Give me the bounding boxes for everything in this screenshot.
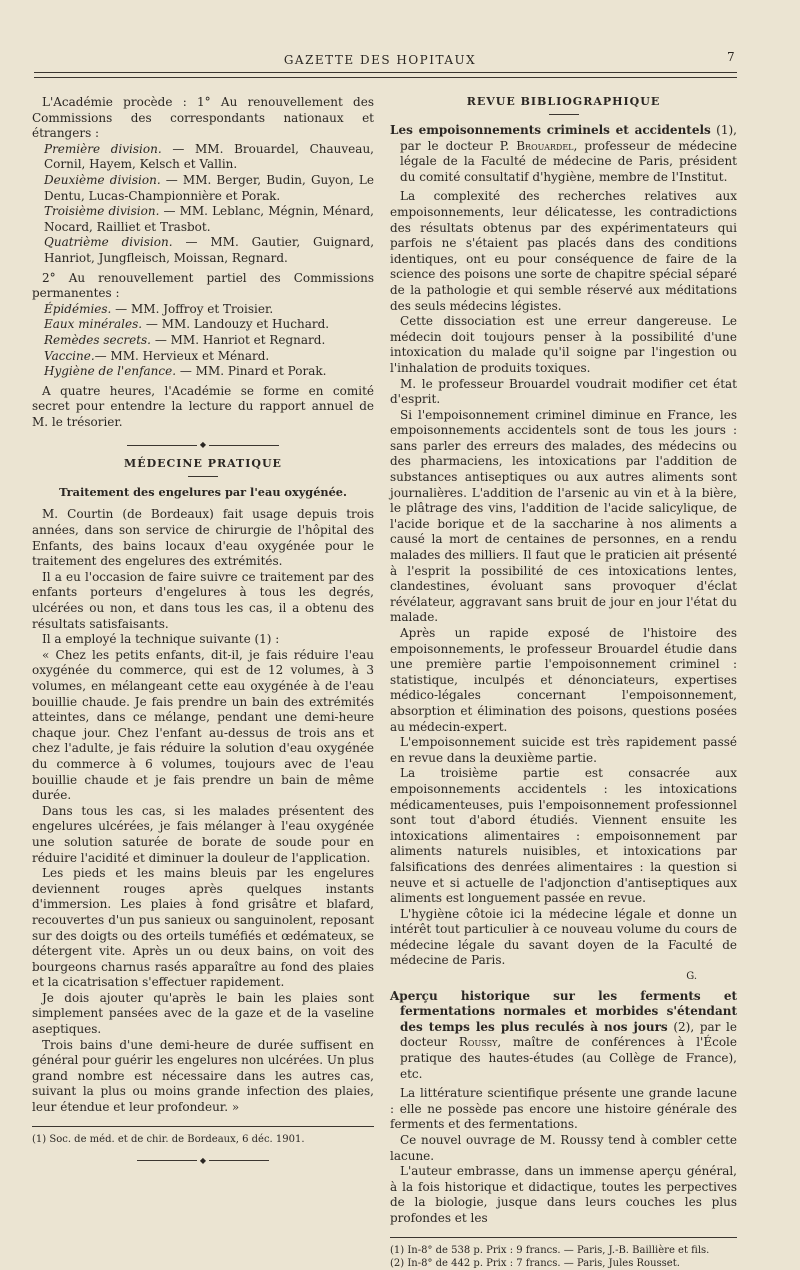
commission-members: — MM. Hervieux et Ménard. <box>94 348 270 363</box>
article-paragraph: Il a employé la technique suivante (1) : <box>42 632 280 647</box>
book-author-details: , maître de conférences à l'École pratique des hautes-études (au Collège de France), etc. <box>400 1035 737 1081</box>
division-label: Deuxième division. <box>44 172 161 187</box>
article-paragraph: Il a eu l'occasion de faire suivre ce traitement par des enfants porteurs d'engelures à tous les degrés, ulcérées ou non, et dans tous les cas, il a obtenu des résultats satisfaisants. <box>32 569 374 631</box>
review-paragraph: Après un rapide exposé de l'histoire des empoisonnements, le professeur Brouardel étudie dans une première partie l'empoisonnement criminel : statistique, inculpés et dénonciateurs, expertises médico-légales concernant l'empoisonnement, absorption et élimination des poisons, questions posées au médecin-expert. <box>390 626 737 734</box>
academy-paragraph: L'Académie procède : 1° Au renouvellement des Commissions des correspondants nationaux et étrangers : <box>32 95 374 141</box>
commission-label: Vaccine. <box>44 348 95 363</box>
review-heading-ferments <box>390 989 737 1083</box>
division-members: — MM. Brouardel, Chauveau, Cornil, Hayem, Kelsch et Vallin. <box>44 141 374 172</box>
permanent-commissions-paragraph: 2° Au renouvellement partiel des Commissions permanentes : <box>32 270 374 301</box>
right-column <box>390 95 737 1270</box>
commission-members: — MM. Pinard et Porak. <box>176 364 327 379</box>
review-paragraph: La littérature scientifique présente une grande lacune : elle ne possède pas encore une histoire générale des ferments et des fermentations. <box>390 1086 737 1132</box>
commission-epidemies <box>32 302 374 318</box>
book-ref: (1), par le docteur P. <box>400 123 737 153</box>
book-title: Aperçu historique sur les ferments et fermentations normales et morbides s'étendant des temps les plus reculés à nos jours <box>390 988 737 1034</box>
review-paragraph: La complexité des recherches relatives aux empoisonnements, leur délicatesse, les contradictions des résultats obtenus par des expérimentateurs qui parfois ne s'étaient pas placés dans des conditions identiques, ont eu pour conséquence de faire de la science des poisons une sorte de chapitre spécial séparé de la pathologie et qui semble réservé aux méditations des seuls médecins légistes. <box>390 189 737 313</box>
section-rule <box>188 476 218 477</box>
commission-members: — MM. Landouzy et Huchard. <box>142 317 330 332</box>
commission-members: — MM. Hanriot et Regnard. <box>151 332 326 347</box>
division-members: — MM. Berger, Budin, Guyon, Le Dentu, Lucas-Championnière et Porak. <box>44 172 374 203</box>
division-label: Troisième division. <box>44 204 160 219</box>
commission-label: Eaux minérales. <box>44 317 143 332</box>
review-paragraph: M. le professeur Brouardel voudrait modifier cet état d'esprit. <box>390 376 737 407</box>
commission-label: Épidémies. <box>44 301 112 316</box>
book-ref: (2), par le docteur <box>400 1019 737 1050</box>
division-members: — MM. Leblanc, Mégnin, Ménard, Nocard, Railliet et Trasbot. <box>44 204 374 234</box>
footnote-rule <box>390 1237 737 1238</box>
review-paragraph: Ce nouvel ouvrage de M. Roussy tend à combler cette lacune. <box>390 1133 737 1163</box>
commission-division-3 <box>32 204 374 235</box>
article-paragraph: Dans tous les cas, si les malades présentent des engelures ulcérées, je fais mélanger à l'eau oxygénée une solution saturée de borate de soude pour en réduire l'acidité et diminuer la douleur de l'application. <box>32 803 374 865</box>
section-title-revue-bibliographique: REVUE BIBLIOGRAPHIQUE <box>466 95 661 108</box>
division-label: Première division. <box>44 141 162 156</box>
commission-hygiene-enfance <box>32 364 374 380</box>
footnote: (1) In-8° de 538 p. Prix : 9 francs. — Paris, J.-B. Baillière et fils. <box>390 1244 710 1256</box>
running-title: GAZETTE DES HOPITAUX <box>283 53 477 67</box>
article-title-engelures: Traitement des engelures par l'eau oxygénée. <box>59 485 347 500</box>
bottom-ornament: ◆ <box>32 1156 374 1165</box>
commission-division-4 <box>32 235 374 266</box>
book-title: Les empoisonnements criminels et accidentels <box>390 123 711 137</box>
division-members: — MM. Gautier, Guignard, Hanriot, Jungfleisch, Moissan, Regnard. <box>44 235 375 265</box>
review-paragraph: La troisième partie est consacrée aux empoisonnements accidentels : les intoxications médicamenteuses, puis l'empoisonnement professionnel sont tout d'abord étudiés. Viennent ensuite les intoxications alimentaires : empoisonnement par aliments naturels nuisibles, et intoxications par falsifications des denrées alimentaires : la question si neuve et si actuelle de l'adjonction d'antiseptiques aux aliments est longuement passée en revue. <box>390 766 737 906</box>
review-paragraph: L'empoisonnement suicide est très rapidement passé en revue dans la deuxième partie. <box>390 735 737 765</box>
book-author: Roussy <box>458 1035 498 1050</box>
header-rule <box>34 72 737 73</box>
article-paragraph: Trois bains d'une demi-heure de durée suffisent en général pour guérir les engelures non ulcérées. Un plus grand nombre est nécessaire dans les autres cas, suivant la plus ou moins grande infection des plaies, leur étendue et leur profondeur. » <box>32 1037 374 1115</box>
commission-eaux-minerales <box>32 317 374 333</box>
page-number: 7 <box>727 50 735 64</box>
article-paragraph: « Chez les petits enfants, dit-il, je fais réduire l'eau oxygénée du commerce, qui est de 12 volumes, à 3 volumes, en mélangeant cette eau oxygénée à de l'eau bouillie chaude. Je fais prendre un bain des extrémités atteintes, dans ce mélange, pendant une demi-heure chaque jour. Chez l'enfant au-dessus de trois ans et chez l'adulte, je fais réduire la solution d'eau oxygénée du commerce à 6 volumes, toujours avec de l'eau bouillie chaude et je fais prendre un bain de même durée. <box>32 647 374 803</box>
footnote-rule <box>32 1126 374 1127</box>
review-signature: G. <box>686 971 697 983</box>
footnote: (1) Soc. de méd. et de chir. de Bordeaux, 6 déc. 1901. <box>32 1133 305 1145</box>
commission-remedes-secrets <box>32 333 374 349</box>
division-label: Quatrième division. <box>44 235 173 250</box>
section-divider-ornament: ◆ <box>32 440 374 449</box>
section-title-medecine-pratique: MÉDECINE PRATIQUE <box>124 457 282 471</box>
section-rule <box>549 114 579 115</box>
commission-label: Remèdes secrets. <box>44 332 151 347</box>
review-paragraph: L'hygiène côtoie ici la médecine légale et donne un intérêt tout particulier à ce nouveau volume du cours de médecine légale du savant doyen de la Faculté de médecine de Paris. <box>390 906 737 968</box>
left-column <box>32 95 374 1165</box>
header-rule-thick <box>34 77 737 78</box>
commission-vaccine <box>32 349 374 365</box>
commission-division-1 <box>32 142 374 173</box>
commission-label: Hygiène de l'enfance. <box>44 364 177 379</box>
article-paragraph: M. Courtin (de Bordeaux) fait usage depuis trois années, dans son service de chirurgie de l'hôpital des Enfants, des bains locaux d'eau oxygénée pour le traitement des engelures des extrémités. <box>32 507 374 569</box>
secret-committee-paragraph: A quatre heures, l'Académie se forme en comité secret pour entendre la lecture du rapport annuel de M. le trésorier. <box>32 383 374 429</box>
commission-division-2 <box>32 173 374 204</box>
book-author-details: , professeur de médecine légale de la Faculté de médecine de Paris, président du comité consultatif d'hygiène, membre de l'Institut. <box>400 138 737 184</box>
footnote: (2) In-8° de 442 p. Prix : 7 francs. — Paris, Jules Rousset. <box>390 1257 680 1269</box>
article-paragraph: Les pieds et les mains bleuis par les engelures deviennent rouges après quelques instants d'immersion. Les plaies à fond grisâtre et blafard, recouvertes d'un pus sanieux ou sanguinolent, reposant sur des doigts ou des orteils tuméfiés et œdémateux, se détergent vite. Après un ou deux bains, on voit des bourgeons charnus rasés apparaître au fond des plaies et la cicatrisation s'effectuer rapidement. <box>32 866 374 990</box>
review-heading-empoisonnements <box>390 123 737 185</box>
article-paragraph: Je dois ajouter qu'après le bain les plaies sont simplement pansées avec de la gaze et de la vaseline aseptiques. <box>32 990 374 1037</box>
book-author: Brouardel <box>516 138 574 153</box>
review-paragraph: Si l'empoisonnement criminel diminue en France, les empoisonnements accidentels sont de tous les jours : sans parler des erreurs des malades, des médecins ou des pharmaciens, les intoxications par l'addition de substances antiseptiques ou aux autres aliments sont journalières. L'addition de l'arsenic au vin et à la bière, le plâtrage des vins, l'addition de l'acide salicylique, de l'acide borique et de la saccharine à nos aliments a causé la mort de centaines de personnes, en a rendu malades des milliers. Il faut que le praticien ait présenté à l'esprit la possibilité de ces intoxications lentes, clandestines, évoluant sans provoquer d'éclat révélateur, aggravant sans bruit de jour en jour l'état du malade. <box>390 407 737 625</box>
review-paragraph: Cette dissociation est une erreur dangereuse. Le médecin doit toujours penser à la possibilité d'une intoxication du malade qu'il soigne par l'ingestion ou l'inhalation de produits toxiques. <box>390 314 737 375</box>
review-paragraph: L'auteur embrasse, dans un immense aperçu général, à la fois historique et didactique, toutes les perpectives de la biologie, jusque dans leurs couches les plus profondes et les <box>390 1164 737 1225</box>
commission-members: — MM. Joffroy et Troisier. <box>111 301 274 316</box>
